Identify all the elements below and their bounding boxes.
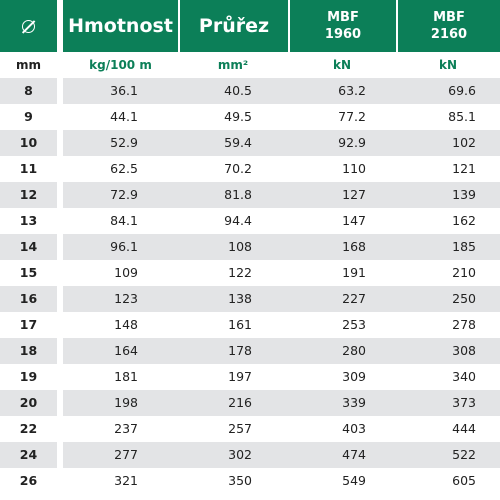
cell-diameter: 16 [0,286,57,312]
cell-diameter: 13 [19,213,38,228]
cell-weight: 44.1 [110,109,138,124]
cell-mbf-2160: 102 [396,130,500,156]
header-mbf-1960 [288,0,396,52]
cell-diameter: 18 [0,338,57,364]
unit-diameter: mm [15,58,41,72]
cell-mbf-2160: 69.6 [396,78,500,104]
table-row [0,416,500,442]
cell-mbf-2160: 308 [396,338,500,364]
cell-mbf-1960: 403 [342,421,366,436]
units-row [0,52,500,78]
cell-mbf-2160: 85.1 [448,109,476,124]
cell-weight: 62.5 [110,161,138,176]
cell-weight: 321 [114,473,138,488]
cell-cross-section: 122 [228,265,252,280]
table-body [0,78,500,494]
cell-mbf-2160: 162 [452,213,476,228]
cell-mbf-1960: 227 [288,286,396,312]
cell-mbf-1960: 92.9 [288,130,396,156]
cell-mbf-2160: 185 [396,234,500,260]
cell-cross-section: 216 [178,390,288,416]
cell-diameter: 14 [0,234,57,260]
table-row [0,312,500,338]
header-cross-section: Průřez [178,0,288,52]
cell-weight: 109 [114,265,138,280]
header-mbf-2160-line1: MBF [433,10,465,25]
cell-mbf-1960: 280 [288,338,396,364]
header-weight: Hmotnost [63,0,178,52]
header-mbf-1960-line2: 1960 [324,27,362,42]
cell-diameter: 20 [0,390,57,416]
cell-mbf-2160: 373 [396,390,500,416]
table-row [0,182,500,208]
cell-mbf-2160: 250 [396,286,500,312]
cell-weight: 84.1 [110,213,138,228]
table-row [0,234,500,260]
cell-diameter: 9 [24,109,33,124]
table-row [0,364,500,390]
cell-mbf-1960: 77.2 [338,109,366,124]
cell-cross-section: 81.8 [178,182,288,208]
cell-mbf-2160: 340 [452,369,476,384]
cell-cross-section: 108 [178,234,288,260]
cell-weight: 72.9 [63,182,178,208]
cell-diameter: 15 [19,265,38,280]
cell-diameter: 22 [19,421,38,436]
cell-mbf-1960: 309 [342,369,366,384]
table-row [0,338,500,364]
unit-weight: kg/100 m [89,58,152,72]
cell-mbf-1960: 110 [342,161,366,176]
cell-diameter: 19 [19,369,38,384]
table-row [0,78,500,104]
table-row [0,286,500,312]
cell-mbf-2160: 121 [452,161,476,176]
header-mbf-2160 [396,0,500,52]
cell-diameter: 10 [0,130,57,156]
cell-weight: 198 [63,390,178,416]
cell-mbf-2160: 139 [396,182,500,208]
cell-cross-section: 257 [228,421,252,436]
cell-weight: 123 [63,286,178,312]
cell-weight: 148 [114,317,138,332]
table-row [0,442,500,468]
cell-cross-section: 138 [178,286,288,312]
cell-mbf-1960: 549 [342,473,366,488]
table-row [0,130,500,156]
header-mbf-2160-line2: 2160 [430,27,468,42]
cell-weight: 237 [114,421,138,436]
header-mbf-1960-line1: MBF [327,10,359,25]
cell-diameter: 11 [19,161,38,176]
cell-mbf-1960: 253 [342,317,366,332]
cell-mbf-2160: 210 [452,265,476,280]
cell-cross-section: 40.5 [178,78,288,104]
cell-cross-section: 350 [228,473,252,488]
table-row [0,156,500,182]
cell-mbf-2160: 522 [396,442,500,468]
table-row [0,390,500,416]
cell-cross-section: 161 [228,317,252,332]
table-row [0,104,500,130]
cell-weight: 277 [63,442,178,468]
cell-cross-section: 49.5 [224,109,252,124]
cell-diameter: 8 [0,78,57,104]
cell-weight: 164 [63,338,178,364]
cell-mbf-1960: 339 [288,390,396,416]
cell-diameter: 12 [0,182,57,208]
unit-cross-section: mm² [217,58,249,72]
cell-cross-section: 94.4 [224,213,252,228]
cell-cross-section: 197 [228,369,252,384]
cell-cross-section: 302 [178,442,288,468]
cell-mbf-1960: 127 [288,182,396,208]
cell-mbf-2160: 278 [452,317,476,332]
cell-diameter: 26 [19,473,38,488]
header-diameter [0,0,57,52]
cell-cross-section: 70.2 [224,161,252,176]
table-row [0,208,500,234]
diameter-icon [22,20,35,33]
cell-mbf-2160: 605 [452,473,476,488]
cell-weight: 181 [114,369,138,384]
cell-mbf-2160: 444 [452,421,476,436]
unit-mbf-1960: kN [332,58,352,72]
cell-diameter: 24 [0,442,57,468]
unit-mbf-2160: kN [438,58,458,72]
table-row [0,260,500,286]
cell-mbf-1960: 474 [288,442,396,468]
cell-weight: 52.9 [63,130,178,156]
table-header [0,0,500,52]
cell-weight: 96.1 [63,234,178,260]
cell-mbf-1960: 147 [342,213,366,228]
table-row [0,468,500,494]
cell-mbf-1960: 168 [288,234,396,260]
cell-mbf-1960: 191 [342,265,366,280]
cell-mbf-1960: 63.2 [288,78,396,104]
cell-diameter: 17 [19,317,38,332]
cell-cross-section: 178 [178,338,288,364]
cell-weight: 36.1 [63,78,178,104]
cell-cross-section: 59.4 [178,130,288,156]
